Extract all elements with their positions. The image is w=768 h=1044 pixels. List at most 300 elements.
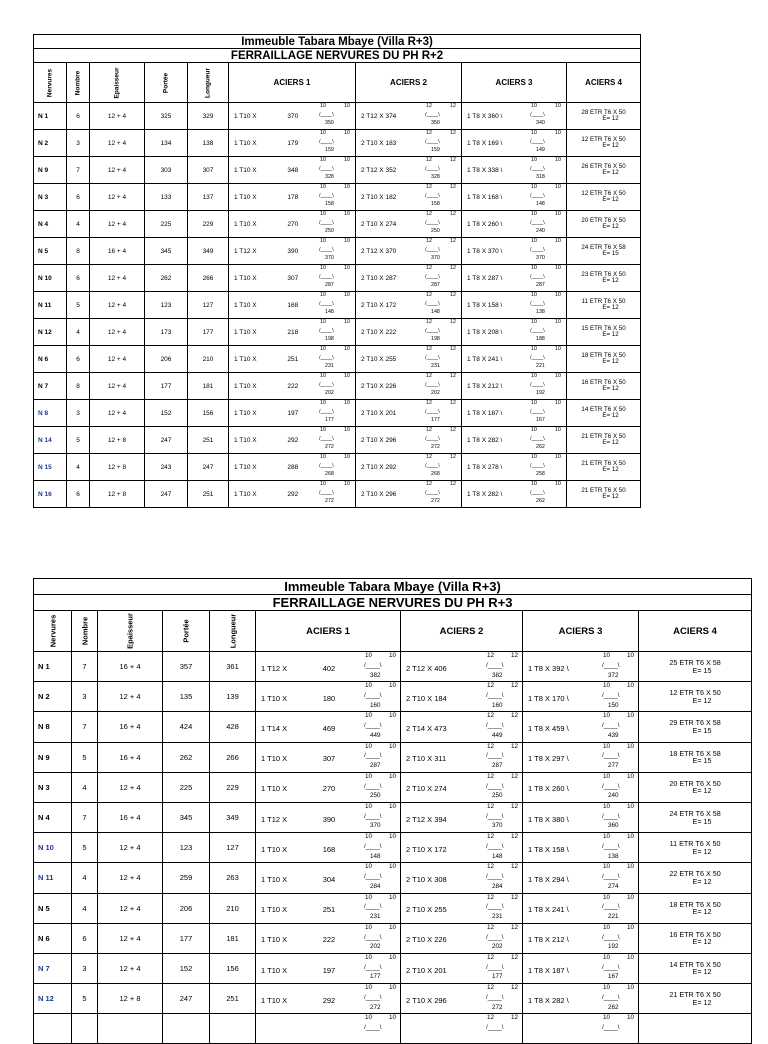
stirrup-spacing: E= 12 [602,385,619,392]
hook-glyph: /____\ [319,165,334,172]
bottom-length: 202 [370,943,381,951]
bar-spec: 1 T12 X [261,663,288,673]
epaisseur-cell: 16 + 4 [98,652,163,682]
bar-spec: 1 T10 X [234,275,257,283]
aciers-1-cell [256,802,401,832]
aciers-3-cell [462,238,567,265]
hook-right-label: 10 [555,373,561,379]
bar-spec: 1 T10 X [234,302,257,310]
rebar-table-r2 [33,34,640,508]
hook-right-label: 10 [627,833,635,841]
bar-spec: 1 T8 X 297 \ [528,754,569,764]
hook-left-label: 12 [426,103,432,109]
aciers-2-cell [401,802,523,832]
hook-glyph: /____\ [425,165,440,172]
stirrup-spec: 24 ETR T6 X 58 [581,243,626,251]
hook-left-label: 10 [320,211,326,217]
hook-glyph: /____\ [425,300,440,307]
bar-spec: 1 T8 X 212 \ [528,935,569,945]
hook-glyph: /____\ [319,219,334,226]
hook-glyph: /____\ [602,782,620,790]
aciers-1-cell [256,953,401,983]
epaisseur-cell: 12 + 4 [98,833,163,863]
stirrup-spec: 18 ETR T6 X 50 [669,899,721,909]
hook-right-label: 12 [450,346,456,352]
table-r2 [33,34,641,508]
stirrup-spacing: E= 12 [602,196,619,203]
table-row [34,103,641,130]
stirrup-spacing: E= 12 [602,223,619,230]
header-row [34,63,641,103]
bottom-length: 372 [608,671,619,679]
bottom-length: 221 [608,913,619,921]
bottom-length: 449 [492,731,503,739]
hook-left-label: 12 [487,953,495,961]
bar-spec: 1 T10 X [261,844,288,854]
hook-right-label: 12 [511,682,519,690]
header-aciers-3: ACIERS 3 [462,63,567,103]
epaisseur-cell: 12 + 4 [98,682,163,712]
bar-spec: 2 T10 X 296 [361,437,397,445]
hook-right-label: 10 [627,893,635,901]
longueur-cell: 307 [188,157,229,184]
aciers-3-cell [462,184,567,211]
bottom-length: 274 [608,882,619,890]
bottom-length: 370 [325,255,334,262]
bottom-length: 192 [536,390,545,397]
aciers-3-cell [462,481,567,508]
bar-spec: 1 T10 X [234,356,257,364]
aciers-3-cell [523,893,639,923]
bar-total-length: 251 [322,905,336,915]
aciers-3-cell [523,953,639,983]
aciers-1-cell [256,893,401,923]
hook-glyph: /____\ [425,138,440,145]
hook-left-label: 10 [531,319,537,325]
aciers-2-cell [401,953,523,983]
hook-right-label: 10 [627,682,635,690]
aciers-3-cell [523,682,639,712]
aciers-4-cell [639,712,752,742]
longueur-cell: 428 [210,712,256,742]
stirrup-spec: 24 ETR T6 X 58 [669,808,721,818]
table-row [34,652,752,682]
header-nervures: Nervures [46,68,54,97]
nervure-name: N 3 [34,772,72,802]
bar-spec: 2 T10 X 172 [361,302,397,310]
nervure-name: N 1 [34,652,72,682]
bar-spec: 2 T10 X 287 [361,275,397,283]
table-row [34,319,641,346]
stirrup-spacing: E= 12 [602,277,619,284]
bar-total-length: 168 [287,302,299,310]
hook-glyph: /____\ [530,138,545,145]
hook-glyph: /____\ [425,192,440,199]
table-row [34,292,641,319]
nervure-name: N 3 [34,184,67,211]
hook-right-label: 10 [389,863,397,871]
hook-glyph: /____\ [425,462,440,469]
bar-spec: 1 T10 X [234,383,257,391]
stirrup-spec: 18 ETR T6 X 58 [669,748,721,758]
hook-right-label: 10 [389,893,397,901]
hook-right-label: 12 [511,833,519,841]
hook-right-label: 12 [450,184,456,190]
bar-total-length: 292 [322,995,336,1005]
hook-glyph: /____\ [530,300,545,307]
aciers-1-cell [256,833,401,863]
hook-glyph: /____\ [602,993,620,1001]
nombre-cell: 6 [72,923,98,953]
hook-right-label: 12 [450,427,456,433]
bar-spec: 1 T8 X 278 \ [467,464,503,472]
stirrup-spec: 16 ETR T6 X 50 [581,378,626,386]
nombre-cell: 4 [67,319,90,346]
longueur-cell: 138 [188,130,229,157]
bar-spec: 1 T10 X [234,410,257,418]
stirrup-spacing: E= 12 [692,876,712,886]
bar-spec: 1 T8 X 212 \ [467,383,503,391]
hook-left-label: 10 [603,863,611,871]
hook-left-label: 10 [365,984,373,992]
hook-right-label: 10 [344,265,350,271]
hook-left-label: 12 [487,652,495,659]
portee-cell: 133 [145,184,188,211]
bar-spec: 2 T10 X 292 [361,464,397,472]
bar-spec: 2 T10 X 201 [361,410,397,418]
rebar-table-r3 [33,578,751,1044]
nervure-name: N 6 [34,346,67,373]
hook-left-label: 10 [603,984,611,992]
hook-glyph: /____\ [425,408,440,415]
longueur-cell: 247 [188,454,229,481]
hook-left-label: 10 [603,1014,611,1022]
aciers-1-cell [229,454,356,481]
bar-spec: 2 T10 X 255 [406,905,447,915]
aciers-1-cell [229,319,356,346]
bar-total-length: 179 [287,140,299,148]
stirrup-spec: 20 ETR T6 X 50 [669,778,721,788]
stirrup-spacing: E= 12 [692,967,712,977]
bottom-length: 192 [608,943,619,951]
hook-left-label: 10 [603,953,611,961]
aciers-2-cell [356,454,462,481]
table-row [34,742,752,772]
hook-glyph: /____\ [602,903,620,911]
bottom-length: 202 [492,943,503,951]
bar-spec: 1 T8 X 338 \ [467,167,503,175]
aciers-4-cell [567,427,641,454]
portee-cell: 225 [145,211,188,238]
epaisseur-cell: 12 + 4 [98,923,163,953]
bar-total-length: 390 [287,248,299,256]
hook-glyph: /____\ [530,408,545,415]
nombre-cell: 7 [72,802,98,832]
portee-cell: 134 [145,130,188,157]
hook-glyph: /____\ [486,1024,504,1032]
stirrup-spec: 11 ETR T6 X 50 [581,297,626,305]
epaisseur-cell: 12 + 4 [98,893,163,923]
bar-total-length: 390 [322,814,336,824]
bar-spec: 1 T10 X [261,965,288,975]
table-row [34,454,641,481]
longueur-cell: 266 [188,265,229,292]
hook-right-label: 10 [344,184,350,190]
table-row [34,1014,752,1044]
nombre-cell: 5 [72,833,98,863]
bottom-length: 370 [431,255,440,262]
hook-left-label: 12 [426,238,432,244]
bar-spec: 2 T10 X 255 [361,356,397,364]
bottom-length: 262 [536,444,545,451]
aciers-1-cell [256,652,401,682]
hook-right-label: 12 [511,953,519,961]
stirrup-spacing: E= 12 [692,786,712,796]
bar-spec: 1 T8 X 241 \ [528,905,569,915]
nervure-name: N 10 [34,833,72,863]
aciers-3-cell [462,454,567,481]
portee-cell: 303 [145,157,188,184]
nervure-name: N 6 [34,923,72,953]
hook-left-label: 10 [365,682,373,690]
hook-left-label: 10 [603,742,611,750]
bottom-length: 370 [536,255,545,262]
hook-glyph: /____\ [319,435,334,442]
aciers-3-cell [462,265,567,292]
bottom-length: 202 [325,390,334,397]
bottom-length: 158 [325,201,334,208]
longueur-cell: 263 [210,863,256,893]
hook-glyph: /____\ [425,435,440,442]
bar-total-length: 288 [287,464,299,472]
longueur-cell: 137 [188,184,229,211]
bottom-length: 177 [492,973,503,981]
hook-left-label: 10 [365,742,373,750]
hook-left-label: 12 [426,400,432,406]
epaisseur-cell: 12 + 8 [90,427,145,454]
aciers-2-cell [401,833,523,863]
hook-right-label: 10 [389,802,397,810]
header-portee: Portée [162,72,170,93]
hook-left-label: 10 [531,103,537,109]
hook-right-label: 10 [555,238,561,244]
hook-right-label: 10 [555,454,561,460]
stirrup-spacing: E= 15 [602,250,619,257]
hook-glyph: /____\ [319,489,334,496]
portee-cell: 135 [163,682,210,712]
hook-right-label: 10 [344,157,350,163]
table-row [34,772,752,802]
nervure-name: N 8 [34,712,72,742]
bar-total-length: 402 [322,663,336,673]
bottom-length: 370 [492,822,503,830]
bar-spec: 1 T8 X 282 \ [467,437,503,445]
hook-left-label: 10 [365,802,373,810]
hook-glyph: /____\ [364,873,382,881]
aciers-3-cell [523,863,639,893]
nombre-cell: 7 [72,712,98,742]
bar-spec: 1 T8 X 187 \ [528,965,569,975]
bottom-length: 328 [325,174,334,181]
aciers-4-cell [567,211,641,238]
bottom-length: 250 [370,792,381,800]
aciers-1-cell [229,157,356,184]
bottom-length: 272 [492,1003,503,1011]
bottom-length: 138 [608,852,619,860]
hook-right-label: 10 [555,400,561,406]
nombre-cell: 5 [67,427,90,454]
nombre-cell [72,1014,98,1044]
bottom-length: 148 [431,309,440,316]
bar-spec: 1 T8 X 392 \ [528,663,569,673]
hook-left-label: 10 [320,292,326,298]
aciers-2-cell [401,772,523,802]
hook-glyph: /____\ [486,661,504,669]
bar-spec: 2 T10 X 183 [361,140,397,148]
bottom-length: 284 [492,882,503,890]
bar-spec: 2 T10 X 172 [406,844,447,854]
aciers-3-cell [523,802,639,832]
longueur-cell: 139 [210,682,256,712]
table-row [34,373,641,400]
aciers-2-cell [356,292,462,319]
aciers-3-cell [523,984,639,1014]
header-aciers-1: ACIERS 1 [229,63,356,103]
bottom-length: 272 [325,498,334,505]
nervure-name: N 11 [34,292,67,319]
nervure-name: N 5 [34,238,67,265]
stirrup-spec: 11 ETR T6 X 50 [669,839,721,849]
table-row [34,157,641,184]
longueur-cell: 251 [210,984,256,1014]
hook-glyph: /____\ [364,933,382,941]
portee-cell: 424 [163,712,210,742]
hook-left-label: 10 [320,184,326,190]
hook-right-label: 12 [450,292,456,298]
hook-left-label: 10 [320,400,326,406]
aciers-4-cell [567,265,641,292]
bar-spec: 1 T10 X [234,194,257,202]
stirrup-spacing: E= 12 [602,493,619,500]
bar-spec: 1 T8 X 282 \ [467,491,503,499]
hook-glyph: /____\ [319,300,334,307]
bottom-length: 149 [536,147,545,154]
hook-left-label: 10 [531,238,537,244]
header-portee: Portée [181,619,191,643]
bottom-length: 198 [325,336,334,343]
aciers-3-cell [462,103,567,130]
bottom-length: 231 [370,913,381,921]
aciers-1-cell [256,863,401,893]
hook-left-label: 10 [320,157,326,163]
table-row [34,427,641,454]
hook-right-label: 12 [511,923,519,931]
hook-left-label: 12 [426,184,432,190]
hook-left-label: 10 [603,802,611,810]
stirrup-spec: 25 ETR T6 X 58 [669,658,721,668]
aciers-2-cell [401,682,523,712]
bar-total-length: 251 [287,356,299,364]
nervure-name: N 7 [34,953,72,983]
bar-spec: 1 T8 X 158 \ [528,844,569,854]
aciers-1-cell [229,481,356,508]
aciers-1-cell [229,211,356,238]
aciers-3-cell [523,742,639,772]
aciers-2-cell [356,157,462,184]
nombre-cell: 6 [67,184,90,211]
bottom-length: 167 [608,973,619,981]
hook-glyph: /____\ [364,661,382,669]
hook-left-label: 12 [426,481,432,487]
bottom-length: 262 [608,1003,619,1011]
aciers-2-cell [401,742,523,772]
epaisseur-cell: 16 + 4 [98,742,163,772]
bottom-length: 287 [370,762,381,770]
hook-left-label: 12 [487,742,495,750]
table-row [34,923,752,953]
hook-glyph: /____\ [486,692,504,700]
aciers-4-cell [639,863,752,893]
hook-left-label: 10 [365,833,373,841]
aciers-4-cell [567,481,641,508]
hook-left-label: 12 [487,863,495,871]
bar-spec: 2 T10 X 311 [406,754,447,764]
nombre-cell: 4 [72,772,98,802]
aciers-2-cell [401,984,523,1014]
table-row [34,184,641,211]
hook-glyph: /____\ [486,782,504,790]
stirrup-spacing: E= 15 [692,665,712,675]
bottom-length: 318 [536,174,545,181]
hook-glyph: /____\ [602,1024,620,1032]
nervure-name: N 2 [34,130,67,157]
hook-right-label: 12 [511,1014,519,1022]
longueur-cell: 156 [188,400,229,427]
epaisseur-cell: 12 + 4 [90,346,145,373]
bottom-length: 177 [325,417,334,424]
stirrup-spec: 23 ETR T6 X 50 [581,270,626,278]
hook-right-label: 12 [450,130,456,136]
bottom-length: 160 [370,701,381,709]
longueur-cell: 210 [188,346,229,373]
bar-spec: 1 T8 X 208 \ [467,329,503,337]
bar-spec: 2 T10 X 182 [361,194,397,202]
hook-left-label: 12 [426,346,432,352]
bar-spec: 2 T10 X 201 [406,965,447,975]
bar-spec: 1 T8 X 380 \ [528,814,569,824]
nombre-cell: 3 [72,953,98,983]
bottom-length: 240 [536,228,545,235]
portee-cell: 247 [145,481,188,508]
bar-spec: 1 T12 X [234,248,257,256]
longueur-cell: 349 [210,802,256,832]
table-row [34,802,752,832]
hook-glyph: /____\ [319,273,334,280]
hook-glyph: /____\ [530,192,545,199]
bar-spec: 1 T12 X [261,814,288,824]
hook-right-label: 10 [344,346,350,352]
aciers-1-cell [229,184,356,211]
table-row [34,712,752,742]
aciers-4-cell [567,319,641,346]
hook-left-label: 12 [487,712,495,720]
nervure-name: N 14 [34,427,67,454]
hook-right-label: 12 [450,373,456,379]
hook-left-label: 10 [320,130,326,136]
bar-spec: 1 T10 X [261,995,288,1005]
bar-spec: 2 T14 X 473 [406,724,447,734]
longueur-cell: 181 [210,923,256,953]
